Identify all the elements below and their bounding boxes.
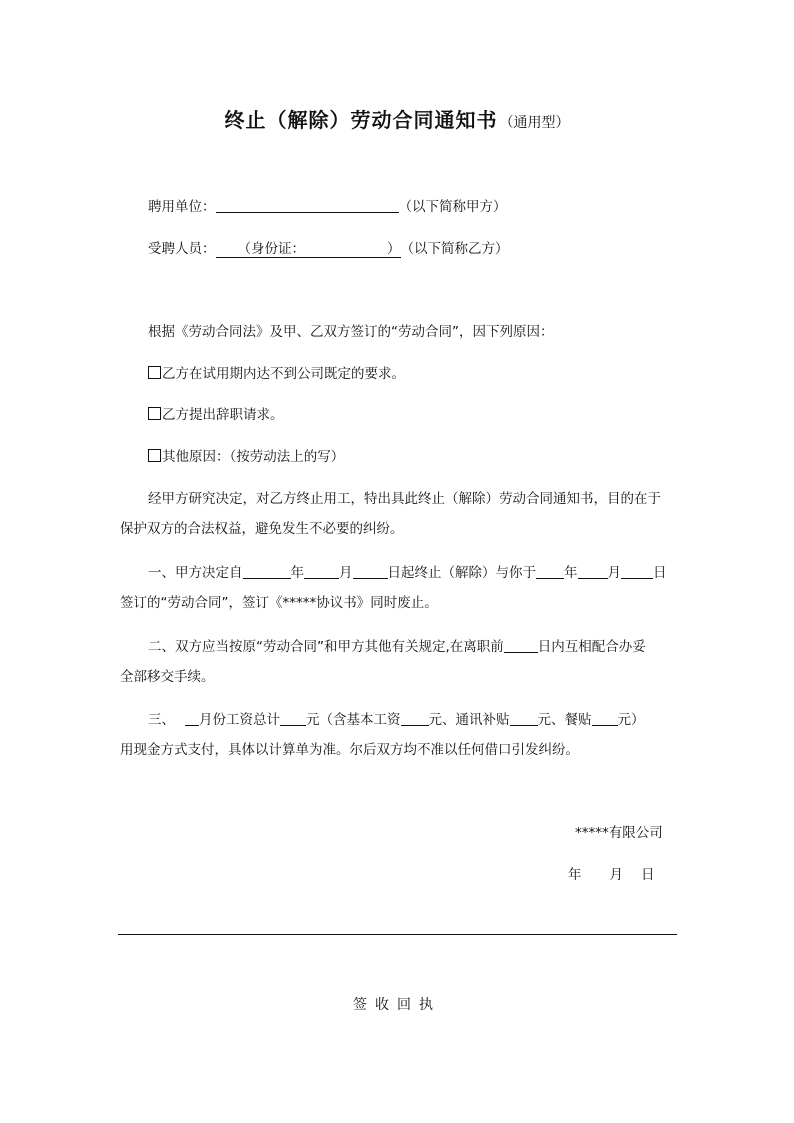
clause3-yuan3: 元、餐贴 bbox=[537, 712, 592, 728]
employer-blank bbox=[216, 197, 399, 213]
month-label: 月 bbox=[609, 867, 623, 883]
blank bbox=[304, 563, 339, 579]
clause1-line1 bbox=[148, 563, 667, 583]
reason-item bbox=[148, 405, 284, 425]
divider bbox=[118, 934, 677, 935]
checkbox-icon[interactable] bbox=[148, 407, 161, 420]
employee-line bbox=[148, 239, 509, 259]
clause1-mid: 日起终止（解除）与你于 bbox=[387, 565, 536, 581]
clause3-yuan4: 元） bbox=[617, 712, 645, 728]
day-label: 日 bbox=[653, 565, 667, 581]
year-label: 年 bbox=[568, 867, 582, 883]
clause2-suffix: 日内互相配合办妥 bbox=[537, 639, 646, 655]
clause3-month: 月份工资总计 bbox=[199, 712, 280, 728]
blank bbox=[353, 563, 388, 579]
clause1-line2: 签订的“劳动合同”，签订《*****协议书》同时废止。 bbox=[120, 595, 438, 611]
blank bbox=[401, 710, 429, 726]
reason-item bbox=[148, 447, 344, 467]
reason-text: 乙方提出辞职请求。 bbox=[162, 407, 284, 423]
clause1-prefix: 一、甲方决定自 bbox=[148, 565, 243, 581]
checkbox-icon[interactable] bbox=[148, 449, 161, 462]
id-close: ） bbox=[387, 241, 401, 257]
blank bbox=[578, 563, 608, 579]
clause3-yuan2: 元、通讯补贴 bbox=[428, 712, 510, 728]
id-label: （身份证： bbox=[237, 241, 305, 257]
blank bbox=[243, 563, 291, 579]
intro-paragraph: 根据《劳动合同法》及甲、乙双方签订的“劳动合同”，因下列原因： bbox=[148, 324, 554, 340]
signature-date bbox=[568, 865, 655, 885]
clause2-line2: 全部移交手续。 bbox=[120, 669, 215, 685]
employee-blank bbox=[216, 241, 401, 258]
blank bbox=[536, 563, 564, 579]
employer-line bbox=[148, 197, 507, 217]
title-sub: （通用型） bbox=[499, 115, 570, 131]
clause2-line1 bbox=[148, 637, 646, 657]
blank bbox=[504, 637, 538, 653]
blank bbox=[592, 710, 618, 726]
decision-line2: 保护双方的合法权益，避免发生不必要的纠纷。 bbox=[120, 521, 404, 537]
document-title bbox=[0, 104, 794, 133]
decision-line1: 经甲方研究决定，对乙方终止用工，特出具此终止（解除）劳动合同通知书，目的在于 bbox=[148, 491, 661, 507]
clause2-prefix: 二、双方应当按原“劳动合同”和甲方其他有关规定,在离职前 bbox=[148, 639, 504, 655]
clause3-yuan1: 元（含基本工资 bbox=[306, 712, 401, 728]
blank bbox=[280, 710, 306, 726]
employee-suffix: （以下简称乙方） bbox=[400, 241, 509, 257]
receipt-heading: 签收回执 bbox=[353, 997, 441, 1013]
year-label: 年 bbox=[564, 565, 578, 581]
clause3-num: 三、 bbox=[148, 712, 175, 728]
blank bbox=[185, 710, 199, 726]
reason-text: 乙方在试用期内达不到公司既定的要求。 bbox=[162, 366, 405, 382]
blank bbox=[510, 710, 538, 726]
clause3-line2: 用现金方式支付，具体以计算单为准。尔后双方均不准以任何借口引发纠纷。 bbox=[120, 742, 579, 758]
clause3-line1 bbox=[148, 710, 645, 730]
month-label: 月 bbox=[339, 565, 353, 581]
employer-suffix: （以下简称甲方） bbox=[398, 199, 507, 215]
month-label: 月 bbox=[607, 565, 621, 581]
title-main: 终止（解除）劳动合同通知书 bbox=[224, 108, 498, 132]
reason-text: 其他原因：（按劳动法上的写） bbox=[162, 449, 345, 465]
year-label: 年 bbox=[290, 565, 304, 581]
day-label: 日 bbox=[641, 867, 655, 883]
blank bbox=[621, 563, 653, 579]
employee-label: 受聘人员： bbox=[148, 241, 216, 257]
reason-item bbox=[148, 364, 405, 384]
checkbox-icon[interactable] bbox=[148, 366, 161, 379]
employer-label: 聘用单位： bbox=[148, 199, 216, 215]
company-signature: *****有限公司 bbox=[575, 825, 663, 841]
